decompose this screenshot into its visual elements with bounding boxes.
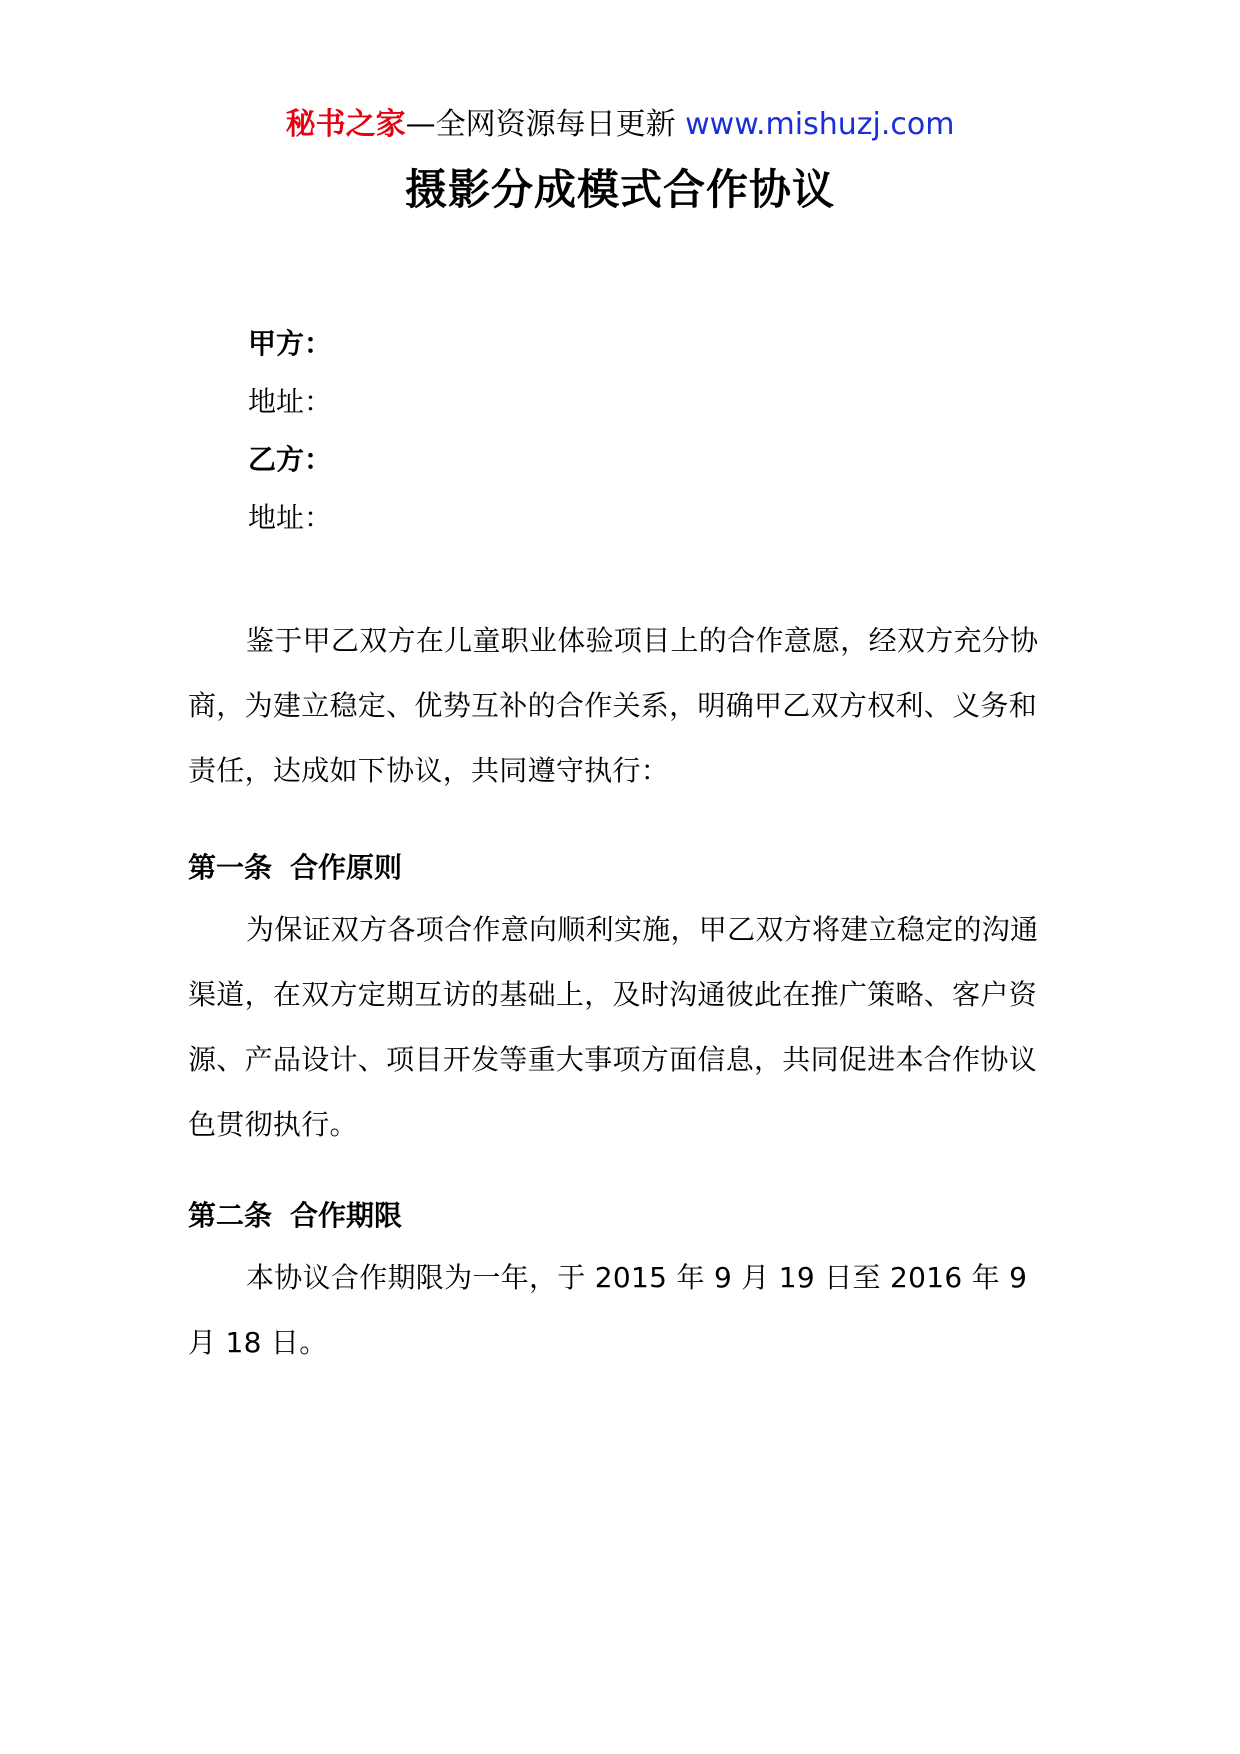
party-a-address-label: 地址： [248,385,333,418]
party-b-label: 乙方： [248,443,333,476]
header-tagline: —全网资源每日更新 [405,107,676,142]
article-1-title: 合作原则 [290,851,403,884]
article-1-number: 第一条 [188,851,273,884]
site-header [0,100,1240,150]
party-a-label: 甲方： [248,327,333,360]
article-1-heading [188,848,402,888]
article-2-number: 第二条 [188,1199,273,1232]
article-2-heading [188,1196,402,1236]
article-2-body: 本协议合作期限为一年，于 2015 年 9 月 19 日至 2016 年 9 月 18 日。 [188,1261,1028,1359]
document-title: 摄影分成模式合作协议 [404,165,835,214]
party-b-address-label: 地址： [248,501,333,534]
brand-name: 秘书之家 [285,107,406,142]
preamble-paragraph: 鉴于甲乙双方在儿童职业体验项目上的合作意愿，经双方充分协商，为建立稳定、优势互补的合作关系，明确甲乙双方权利、义务和责任，达成如下协议，共同遵守执行： [188,624,1039,787]
article-2-title: 合作期限 [290,1199,403,1232]
site-url-link[interactable]: www.mishuzj.com [685,107,955,142]
article-1-body: 为保证双方各项合作意向顺利实施，甲乙双方将建立稳定的沟通渠道，在双方定期互访的基础上，及时沟通彼此在推广策略、客户资源、产品设计、项目开发等重大事项方面信息，共同促进本合作协议色贯彻执行。 [188,913,1039,1141]
